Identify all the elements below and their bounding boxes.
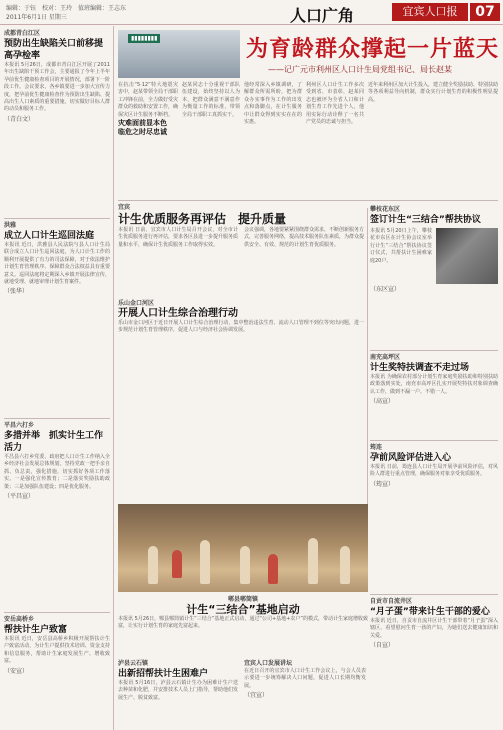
article-title: 计生“三结合”基地启动 [186,603,300,616]
feature-body: 赵某同志十分重视干部队伍建设，始终坚持以人为本，把群众满意不满意作为衡量工作的标准，带领全局干部职工真抓实干。 [182,82,240,118]
dance-performance-photo [118,504,368,592]
article-body: 本报讯 为确保农村部分计划生育家庭奖励扶助和特别扶助政策落到实处，南充市高坪区扎实开展奖特扶对象调查确认工作，做到不漏一户、不错一人。 [370,374,498,395]
article-region: 宜宾人口发展讲坛 [244,660,293,667]
article-body: 本报讯 5月26日，郫县郫筒镇计生“三结合”基地正式启动，通过“公司+基地+农户”的模式，带动计生家庭增收致富，让实行计划生育的家庭先富起来。 [118,616,368,630]
article-region: 乐山金口河区 [118,300,155,307]
feature-col-5 [368,82,498,104]
article-region: 平昌六打乡 [4,422,35,429]
article-ziliujing [370,598,498,649]
article-anyue [4,616,110,675]
article-body: 本报讯 近日，安岳县高桥乡积极开展帮扶计生户致富活动，为计生户提供技术培训、资金支持和信息服务，帮助计生家庭发展生产、增收致富。 [4,636,110,665]
article-yibin-forum [244,660,366,699]
article-title: “月子蛋”带来计生干部的爱心 [370,607,490,617]
article-yunshi [118,660,238,702]
article-source: （青白文） [4,115,35,123]
article-title: 开展人口计生综合治理行动 [118,308,238,319]
article-pitong [118,596,368,631]
main-subheadline: ——记广元市利州区人口计生局党组书记、局长赵某 [268,65,452,74]
article-title: 成立人口计生巡回法庭 [4,231,95,241]
article-source: （张华） [4,288,29,296]
article-body: 本报讯 日前，宜宾市人口计生局召开会议，对全市计生优质服务进行再评估，要求各区县进一步提升服务质量和水平，确保计生优质服务工作取得实效。 [118,227,239,248]
article-body: 本报讯 日前，筠连县人口计生局开展孕前风险评估，对风险人群进行重点管理，确保服务对象享受优质服务。 [370,464,498,478]
feature-col-2 [182,82,240,119]
article-source: （自宣） [370,642,395,650]
article-region: 泸县云石镇 [118,660,149,667]
article-region: 南充高坪区 [370,354,401,361]
article-gaoping [370,354,498,405]
page-header [0,0,503,25]
editor-line: 编辑：于钰 校对：王玲 值班编辑：王志东 [6,5,127,12]
section-title: 人口广角 [290,6,355,25]
article-body: 在近日召开的宜宾市人口计生工作会议上，与会人员表示要进一步统筹解决人口问题，促进人口长期均衡发展。 [244,668,366,689]
article-region: 筠连 [370,444,383,451]
article-source: （宜宣） [244,692,269,700]
article-region: 成都青白江区 [4,30,41,37]
signing-photo [436,228,498,284]
leader-photo [118,30,240,78]
article-title: 帮扶计生户致富 [4,625,68,635]
feature-subtitle-1: 灾难面前显本色 [118,119,167,128]
article-source: （东区宣） [370,286,401,293]
feature-body: 在抗击“5·12”特大地震灾害中，赵某带领全局干部职工冲锋在前，全力做好受灾群众的救助和安置工作，确保灾区计生服务不断档。 [118,82,179,118]
article-body: 本报讯 近日，洪雅县人民法院与县人口计生局联合成立人口计生巡回法庭，为人口计生工作的顺利开展提供了有力的司法保障，对于依法维护计划生育管理秩序、保障群众合法权益具有重要意义。巡回法庭将定期深入乡镇开展法律宣传，就地受理、就地审理计划生育案件。 [4,242,110,286]
feature-body: 利州区人口计生工作多次受到省、市表彰，赵某同志也被评为全省人口和计划生育工作先进个人，他用实际行动诠释了一名共产党员的忠诚与担当。 [306,82,364,126]
main-headline: 为育龄群众撑起一片蓝天 [246,37,500,62]
article-source: （安宣） [4,667,29,675]
newspaper-logo: 宜宾人口报 [392,3,468,21]
article-title: 预防出生缺陷关口前移提高孕检率 [4,39,104,61]
article-title: 计生优质服务再评估 提升质量 [118,212,287,226]
article-source: （筠宣） [370,480,395,488]
article-body: 乐山市金口河区于近日开展人口计生综合治理行动，集中整治违法生育、流动人口管理不到位等突出问题，进一步规范计划生育管理秩序，促进人口与经济社会协调发展。 [118,320,364,334]
article-body: 本报讯 5月20日上午，攀枝花市东区在计生协会议室举行计生“三结合”帮扶协议签订仪式，共帮扶计生困难家庭20户。 [370,228,432,264]
article-title: 计生奖特扶调查不走过场 [370,363,470,373]
feature-subtitle-2: 临危之时尽忠诚 [118,128,167,137]
article-region: 自贡市自流井区 [370,598,413,605]
article-hongya [4,222,110,295]
article-body: 本报讯 近日，自贡市自流井区计生干部带着“月子蛋”深入辖区，看望慰问生育一孩的产妇，为她们送去健康知识和关爱。 [370,618,498,639]
photo-caption-icon: ▮▮▮▮▮▮▮▮ [128,34,160,43]
feature-body: 近年来利州区加大计生投入，建立健全奖励扶助、特别扶助等各项利益导向机制，群众实行计划生育的积极性明显提高。 [368,82,499,103]
article-region: 宜宾 [118,204,131,211]
feature-lead [118,82,178,137]
feature-body: 他经常深入乡镇调研，了解群众所需所盼，把为群众办实事作为工作的出发点和落脚点，在计生服务中让群众得到实实在在的实惠。 [244,82,302,126]
article-title: 多措并举 抓实计生工作活力 [4,431,104,453]
article-jinkouhe [118,300,364,335]
article-region: 郫县郫筒镇 [227,596,258,603]
feature-col-3 [244,82,302,126]
article-source: （高宣） [370,398,395,406]
article-source: （平昌宣） [4,493,35,501]
feature-col-4 [306,82,364,126]
article-body: 平昌县六打乡党委、政府把人口计生工作纳入全乡经济社会发展总体规划，坚持党政一把手亲自抓、负总责，强化措施，切实抓好各项工作落实。一是强化宣传教育；二是落实奖励扶助政策；三是加强队伍建设；四是优化服务。 [4,454,110,490]
issue-date: 2011年6月1日 星期三 [6,14,67,21]
article-region: 安岳高桥乡 [4,616,35,623]
article-title: 孕前风险评估进入心 [370,453,452,463]
article-title: 签订计生“三结合”帮扶协议 [370,215,481,225]
article-junlian [370,444,498,488]
article-body: 本报讯 5月26日，成都市青白江区开展了2011年出生缺陷干预工作会，主要通报了今年上半年孕前优生健康检查项目的开展情况，部署下一阶段工作。会议要求，各乡镇要进一步加大宣传力度，把孕前优生健康检查作为预防出生缺陷、提高出生人口素质的重要措施，切实做好目标人群的动员和服务工作。 [4,62,110,113]
article-region: 洪雅 [4,222,17,229]
article-qingbaijiang [4,30,110,123]
article-title: 出新招帮扶计生困难户 [118,669,209,679]
page-number: 07 [470,3,500,21]
article-dongqu [370,206,498,293]
article-body: 本报讯 5月16日，泸县云石镇计生办为困难计生户送去种苗和化肥，并安排技术人员上门指导，帮助他们发展生产、脱贫致富。 [118,680,239,701]
article-yibin-service [118,204,364,249]
article-body-2: 会议强调，各地要紧紧围绕群众需求，不断创新服务方式，完善服务网络，提高技术服务队伍素质，为群众提供安全、有效、规范的计划生育优质服务。 [244,227,365,248]
article-region: 攀枝花东区 [370,206,401,213]
article-pingchang [4,422,110,500]
